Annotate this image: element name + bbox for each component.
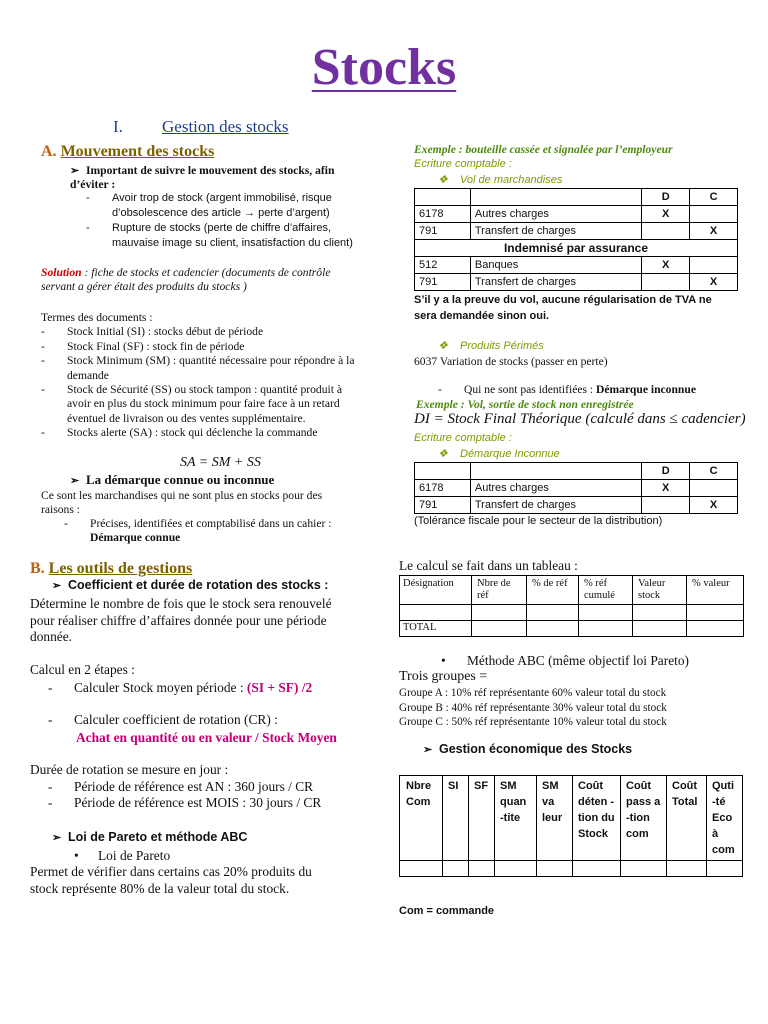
table-row: 6178 Autres charges X xyxy=(415,480,738,497)
example-2: Exemple : Vol, sortie de stock non enregistrée xyxy=(416,398,634,411)
table-row: Indemnisé par assurance xyxy=(415,240,738,257)
list-item: d’obsolescence des article → perte d’argent) xyxy=(112,207,330,219)
coef-text: Détermine le nombre de fois que le stock sera renouvelé pour réaliser chiffre d’affaires donnée pour une période donnée. xyxy=(30,596,332,645)
demarche-heading: ➢ La démarque connue ou inconnue xyxy=(70,472,275,487)
list-item: - Stock de Sécurité (SS) ou stock tampon : quantité produit à xyxy=(41,383,342,397)
table-header: Nbre de réf xyxy=(472,576,527,605)
arrow-icon: ➢ xyxy=(52,580,62,592)
table-header: Désignation xyxy=(400,576,472,605)
table-header: Quti -té Eco à com xyxy=(707,776,743,861)
step-2-formula: Achat en quantité ou en valeur / Stock Moyen xyxy=(76,730,337,745)
terms-title: Termes des documents : xyxy=(41,311,153,324)
arrow-icon: ➢ xyxy=(70,475,80,487)
section-number: I. xyxy=(113,117,123,136)
table-row: 791 Transfert de charges X xyxy=(415,223,738,240)
table-header: Coût Total xyxy=(667,776,707,861)
list-item: avoir en plus du stock minimum pour faire face à un retard xyxy=(67,397,340,411)
perimes-text: 6037 Variation de stocks (passer en perte) xyxy=(414,355,608,368)
list-item: mauvaise image su client, insatisfaction du client) xyxy=(112,237,353,249)
methode-abc: • Méthode ABC (même objectif loi Pareto) xyxy=(441,653,690,668)
tolerance-note: (Tolérance fiscale pour le secteur de la distribution) xyxy=(414,515,663,527)
part-a-heading xyxy=(41,143,214,161)
step-1: - Calculer Stock moyen période : (SI + SF) /2 xyxy=(48,680,313,695)
page-title: Stocks xyxy=(311,39,457,96)
duree-block: Durée de rotation se mesure en jour : - Période de référence est AN : 360 jours / CR - Période de référence est MOIS : 30 jours / CR xyxy=(30,762,322,811)
tva-note: S’il y a la preuve du vol, aucune régularisation de TVA ne sera demandée sinon oui. xyxy=(414,294,712,322)
list-item: éventuel de livraison ou des ventes supplémentaire. xyxy=(67,411,306,425)
list-item: Groupe B : 40% réf représentante 30% valeur total du stock xyxy=(399,701,667,714)
section-title: Gestion des stocks xyxy=(162,117,289,136)
list-item: - Stock Final (SF) : stock fin de période xyxy=(41,339,245,353)
diamond-icon: ❖ xyxy=(438,448,448,460)
table-header: % de réf xyxy=(527,576,579,605)
arrow-icon: ➢ xyxy=(52,832,62,844)
table-header: Nbre Com xyxy=(400,776,443,861)
diamond-icon: ❖ xyxy=(438,340,448,352)
example-1: Exemple : bouteille cassée et signalée par l’employeur xyxy=(414,143,673,156)
pareto-heading: ➢ Loi de Pareto et méthode ABC xyxy=(52,830,248,844)
list-item: demande xyxy=(67,368,109,382)
table-row: 791 Transfert de charges X xyxy=(415,274,738,291)
gestion-eco-heading: ➢ Gestion économique des Stocks xyxy=(423,742,633,756)
risk-list xyxy=(86,191,386,251)
calc-title: Calcul en 2 étapes : xyxy=(30,662,135,677)
table-header: Valeur stock xyxy=(633,576,687,605)
list-item: - Stock Minimum (SM) : quantité nécessaire pour répondre à la xyxy=(41,354,355,368)
part-b-title: Les outils de gestions xyxy=(48,560,193,577)
table-header: Coût pass a -tion com xyxy=(621,776,667,861)
table-header: % réf cumulé xyxy=(579,576,633,605)
calcul-title: Le calcul se fait dans un tableau : xyxy=(399,558,578,573)
table-header: SI xyxy=(443,776,469,861)
table-row: 791 Transfert de charges X xyxy=(415,497,738,514)
table-header: SM quan -tite xyxy=(495,776,537,861)
arrow-icon: ➢ xyxy=(70,165,80,177)
part-b-letter: B. xyxy=(30,560,45,577)
di-formula: DI = Stock Final Théorique (calculé dans ≤ cadencier) xyxy=(414,411,746,427)
coef-heading: ➢ Coefficient et durée de rotation des stocks : xyxy=(52,578,329,592)
com-note: Com = commande xyxy=(399,905,495,917)
list-item: - Rupture de stocks (perte de chiffre d’affaires, xyxy=(86,222,332,234)
groups-list xyxy=(399,686,744,730)
abc-table xyxy=(399,575,744,637)
part-a-letter: A. xyxy=(41,143,57,160)
pareto-bullet: • Loi de Pareto xyxy=(74,848,171,863)
arrow-icon: ➢ xyxy=(423,744,433,756)
diamond-icon: ❖ xyxy=(438,174,448,186)
ecriture-label-1: Ecriture comptable : xyxy=(414,158,512,170)
list-item: Groupe A : 10% réf représentante 60% valeur total du stock xyxy=(399,687,667,699)
eco-table xyxy=(399,775,743,877)
demarche-text: Ce sont les marchandises qui ne sont plus en stocks pour des raisons : xyxy=(41,489,323,517)
perimes-label: ❖ Produits Périmés xyxy=(438,340,544,352)
part-b-heading xyxy=(30,560,192,578)
pareto-text: Permet de vérifier dans certains cas 20% produits du stock représente 80% de la valeur total du stock. xyxy=(30,864,312,896)
solution-text: Solution : fiche de stocks et cadencier (documents de contrôle servant a gérer était des produits du stocks ) xyxy=(41,266,331,294)
precise-item: - Précises, identifiées et comptabilisé dans un cahier : Démarque connue xyxy=(64,517,332,545)
table-row: 6178 Autres charges X xyxy=(415,206,738,223)
total-cell: TOTAL xyxy=(400,621,472,637)
list-item: Groupe C : 50% réf représentante 10% valeur total du stock xyxy=(399,716,667,728)
vol-table: D C 6178 Autres charges X 791 Transfert de charges X Indemnisé par assurance 512 Banques X 791 Transfert de charges X xyxy=(414,188,738,291)
step-2: - Calculer coefficient de rotation (CR) : xyxy=(48,712,278,727)
ecriture-label-2: Ecriture comptable : xyxy=(414,432,512,444)
list-item: - Stock Initial (SI) : stocks début de période xyxy=(41,325,264,339)
list-item: - Stocks alerte (SA) : stock qui déclenche la commande xyxy=(41,426,318,440)
table-header: Coût déten -tion du Stock xyxy=(573,776,621,861)
table-header: SF xyxy=(469,776,495,861)
terms-block xyxy=(41,311,391,441)
formula-sa: SA = SM + SS xyxy=(180,455,261,470)
table-header: SM va leur xyxy=(537,776,573,861)
inconnue-table: D C 6178 Autres charges X 791 Transfert de charges X xyxy=(414,462,738,514)
part-a-title: Mouvement des stocks xyxy=(60,143,215,160)
table-header: % valeur xyxy=(687,576,744,605)
inconnue-label: ❖ Démarque Inconnue xyxy=(438,448,560,460)
non-identified: - Qui ne sont pas identifiées : Démarque inconnue xyxy=(438,383,696,396)
table-row: 512 Banques X xyxy=(415,257,738,274)
vol-label: ❖ Vol de marchandises xyxy=(438,174,563,186)
important-note: ➢ Important de suivre le mouvement des stocks, afin d’éviter : xyxy=(70,164,335,192)
trois-groupes: Trois groupes = xyxy=(399,669,488,684)
list-item: - Avoir trop de stock (argent immobilisé, risque xyxy=(86,192,332,204)
